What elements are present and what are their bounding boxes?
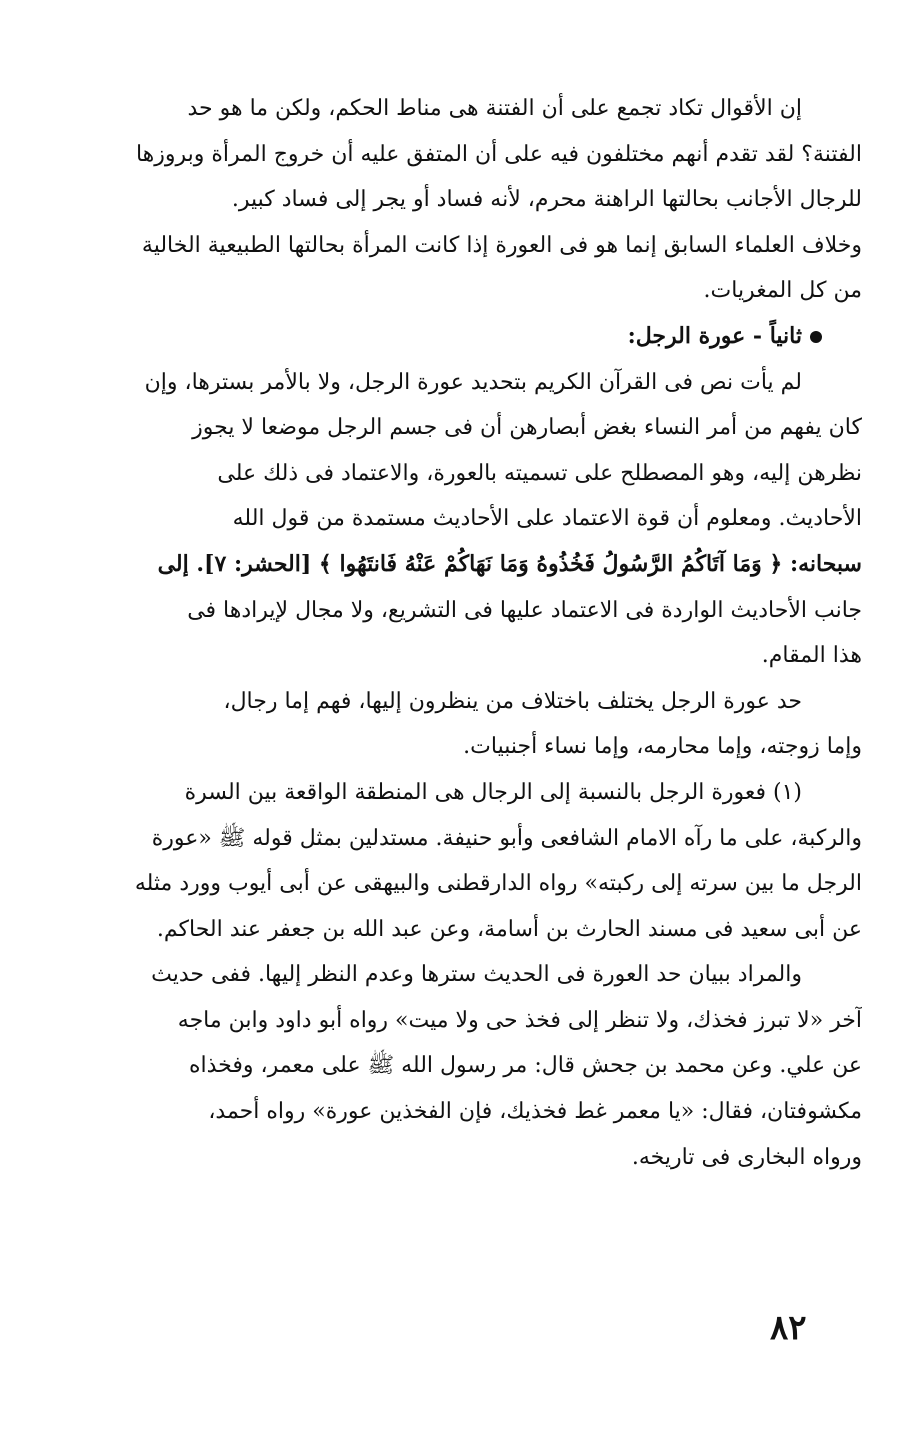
text-line: عن علي. وعن محمد بن جحش قال: مر رسول الله ﷺ على معمر، وفخذاه xyxy=(188,1053,862,1079)
text-line: والمراد ببيان حد العورة فى الحديث سترها وعدم النظر إليها. ففى حديث xyxy=(151,962,802,988)
text-line: عن أبى سعيد فى مسند الحارث بن أسامة، وعن عبد الله بن جعفر عند الحاكم. xyxy=(156,916,862,942)
page-body xyxy=(40,86,862,1180)
page-number: ٨٢ xyxy=(770,1308,807,1348)
section-heading xyxy=(40,314,862,360)
bullet-icon xyxy=(810,331,822,343)
text-line: والركبة، على ما رآه الامام الشافعى وأبو حنيفة. مستدلين بمثل قوله ﷺ «عورة xyxy=(151,825,862,851)
text-line: جانب الأحاديث الواردة فى الاعتماد عليها فى التشريع، ولا مجال لإيرادها فى xyxy=(187,597,862,623)
text-line: (١) فعورة الرجل بالنسبة إلى الرجال هى المنطقة الواقعة بين السرة xyxy=(184,779,802,805)
text-line: نظرهن إليه، وهو المصطلح على تسميته بالعورة، والاعتماد فى ذلك على xyxy=(217,460,862,486)
text-line: هذا المقام. xyxy=(761,643,862,669)
text-line: آخر «لا تبرز فخذك، ولا تنظر إلى فخذ حى ولا ميت» رواه أبو داود وابن ماجه xyxy=(177,1007,862,1033)
text-line: من كل المغريات. xyxy=(703,278,862,304)
quran-verse-line: سبحانه: ﴿ وَمَا آتَاكُمُ الرَّسُولُ فَخُذُوهُ وَمَا نَهَاكُمْ عَنْهُ فَانتَهُوا ﴾ [الحشر: ٧]. إلى xyxy=(157,550,862,577)
text-line: الرجل ما بين سرته إلى ركبته» رواه الدارقطنى والبيهقى عن أبى أيوب وورد مثله xyxy=(134,871,862,897)
text-line: لم يأت نص فى القرآن الكريم بتحديد عورة الرجل، ولا بالأمر بسترها، وإن xyxy=(144,369,802,395)
text-line: حد عورة الرجل يختلف باختلاف من ينظرون إليها، فهم إما رجال، xyxy=(223,688,802,714)
section-heading-text: ثانياً - عورة الرجل: xyxy=(627,322,802,349)
text-line: كان يفهم من أمر النساء بغض أبصارهن أن فى جسم الرجل موضعا لا يجوز xyxy=(192,415,862,441)
text-line: الفتنة؟ لقد تقدم أنهم مختلفون فيه على أن المتفق عليه أن خروج المرأة وبروزها xyxy=(135,141,862,167)
text-line: ورواه البخارى فى تاريخه. xyxy=(631,1144,862,1170)
text-line: وإما زوجته، وإما محارمه، وإما نساء أجنبيات. xyxy=(463,734,862,760)
text-line: الأحاديث. ومعلوم أن قوة الاعتماد على الأحاديث مستمدة من قول الله xyxy=(232,506,862,532)
text-line: للرجال الأجانب بحالتها الراهنة محرم، لأنه فساد أو يجر إلى فساد كبير. xyxy=(231,187,862,213)
text-line: إن الأقوال تكاد تجمع على أن الفتنة هى مناط الحكم، ولكن ما هو حد xyxy=(187,96,802,121)
text-line: مكشوفتان، فقال: «يا معمر غط فخذيك، فإن الفخذين عورة» رواه أحمد، xyxy=(208,1099,862,1125)
text-line: وخلاف العلماء السابق إنما هو فى العورة إذا كانت المرأة بحالتها الطبيعية الخالية xyxy=(141,232,862,258)
